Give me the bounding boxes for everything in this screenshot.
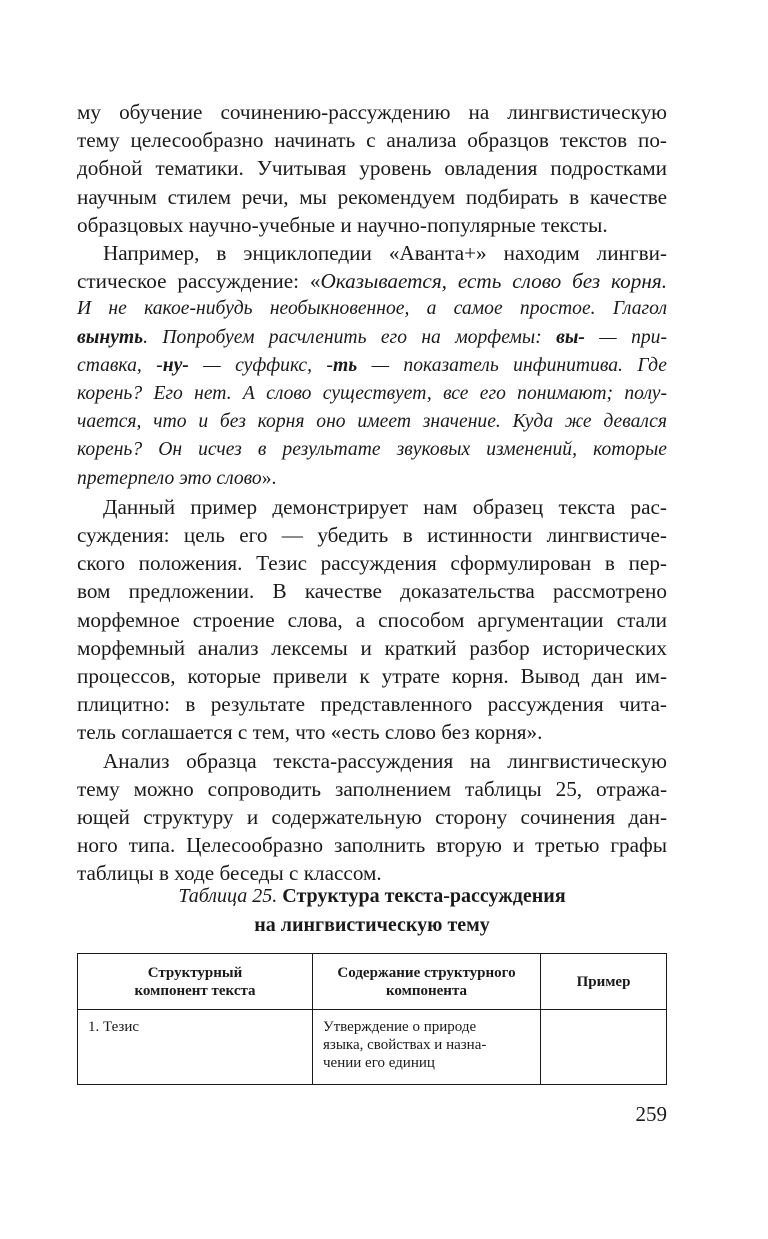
text-line: образцовых научно-учебные и научно-популярные тексты. — [77, 212, 608, 237]
paragraph-3 — [77, 493, 667, 747]
text-line: морфемный анализ лексемы и краткий разбор исторических — [77, 635, 667, 660]
text-line: вом предложении. В качестве доказательства рассмотрено — [77, 579, 667, 604]
quote-text: . Попробуем расчленить его на морфемы: — [143, 326, 557, 348]
text-line: морфемное строение слова, а способом аргументации стали — [77, 607, 667, 632]
quote-text: Оказывается, есть слово без корня. — [320, 269, 667, 294]
quote-line — [77, 408, 667, 436]
table-header-row — [78, 954, 667, 1010]
structure-table — [77, 953, 667, 1085]
cell-content — [313, 1010, 541, 1085]
quote-text: чается, что и без корня оно имеет значение. Куда же девался — [77, 411, 667, 433]
quote-text: И не какое-нибудь необыкновенное, а самое простое. Глагол — [77, 298, 667, 320]
quote-line — [77, 324, 667, 352]
text-line: ского положения. Тезис рассуждения сформулирован в пер- — [77, 551, 667, 576]
text-line: процессов, которые привели к утрате корня. Вывод дан им- — [77, 664, 667, 689]
text-line: таблицы в ходе беседы с классом. — [77, 861, 382, 886]
quote-line — [77, 295, 667, 323]
caption-line-1 — [77, 882, 667, 911]
paragraph-1 — [77, 98, 667, 239]
caption-label: Таблица 25. — [178, 885, 278, 907]
cell-example — [541, 1010, 667, 1085]
text-line — [77, 267, 667, 295]
caption-line-2: на лингвистическую тему — [254, 914, 490, 936]
text-line: Данный пример демонстрирует нам образец текста рас- — [103, 494, 667, 519]
quote-text: ставка, - — [77, 354, 163, 376]
cell-text: языка, свойствах и назна- — [323, 1037, 487, 1053]
header-text: Структурный — [147, 964, 243, 981]
text-line: тему можно сопроводить заполнением таблицы 25, отража- — [77, 776, 667, 801]
header-text: компонент текста — [134, 982, 256, 999]
quote-morpheme: вы- — [556, 326, 585, 348]
body-text — [77, 98, 667, 888]
quote-close: ». — [261, 467, 277, 489]
paragraph-4 — [77, 747, 667, 888]
header-text: Содержание структурного — [337, 964, 516, 981]
text-line: тель соглашается с тем, что «есть слово без корня». — [77, 720, 543, 745]
cell-text: чении его единиц — [323, 1055, 435, 1071]
header-component-content — [313, 954, 541, 1010]
cell-component: 1. Тезис — [78, 1010, 313, 1085]
text-line: му обучение сочинению-рассуждению на лингвистическую — [77, 100, 667, 124]
text-line: Например, в энциклопедии «Аванта+» находим лингви- — [103, 241, 667, 266]
quote-line — [77, 465, 667, 493]
quote-morpheme: ну- — [162, 354, 189, 376]
paragraph-2 — [77, 239, 667, 493]
quote-intro: стическое рассуждение: « — [77, 269, 321, 294]
text-line: ного типа. Целесообразно заполнить вторую и третью графы — [77, 833, 667, 858]
table-caption — [77, 882, 667, 940]
text-line: научным стилем речи, мы рекомендуем подбирать в качестве — [77, 184, 667, 209]
text-line: добной тематики. Учитывая уровень овладения подростками — [77, 156, 667, 181]
table-row — [78, 1010, 667, 1085]
text-line: суждения: цель его — убедить в истинности лингвистиче- — [77, 523, 667, 548]
text-line: тему целесообразно начинать с анализа образцов текстов по- — [77, 128, 667, 153]
quote-line — [77, 436, 667, 464]
quote-morpheme: ть — [332, 354, 358, 376]
text-line: плицитно: в результате представленного рассуждения чита- — [77, 692, 667, 717]
header-text: компонента — [385, 982, 467, 999]
encyclopedia-quote — [77, 295, 667, 492]
header-structural-component — [78, 954, 313, 1010]
quote-text: — при- — [584, 326, 667, 348]
quote-line — [77, 380, 667, 408]
quote-text: — показатель инфинитива. Где — [357, 354, 667, 376]
quote-text: корень? Его нет. А слово существует, все его понимают; полу- — [77, 383, 667, 405]
quote-text: претерпело это слово — [77, 467, 262, 489]
page-number: 259 — [635, 1102, 667, 1126]
text-line: Анализ образца текста-рассуждения на лингвистическую — [103, 748, 667, 773]
quote-keyword: вынуть — [77, 326, 144, 348]
quote-text: корень? Он исчез в результате звуковых изменений, которые — [77, 439, 667, 461]
cell-text: Утверждение о природе — [323, 1019, 477, 1035]
quote-line — [77, 352, 667, 380]
text-line: ющей структуру и содержательную сторону сочинения дан- — [77, 805, 667, 830]
header-example: Пример — [541, 954, 667, 1010]
quote-text: — суффикс, - — [188, 354, 333, 376]
caption-title: Структура текста-рассуждения — [277, 885, 566, 907]
